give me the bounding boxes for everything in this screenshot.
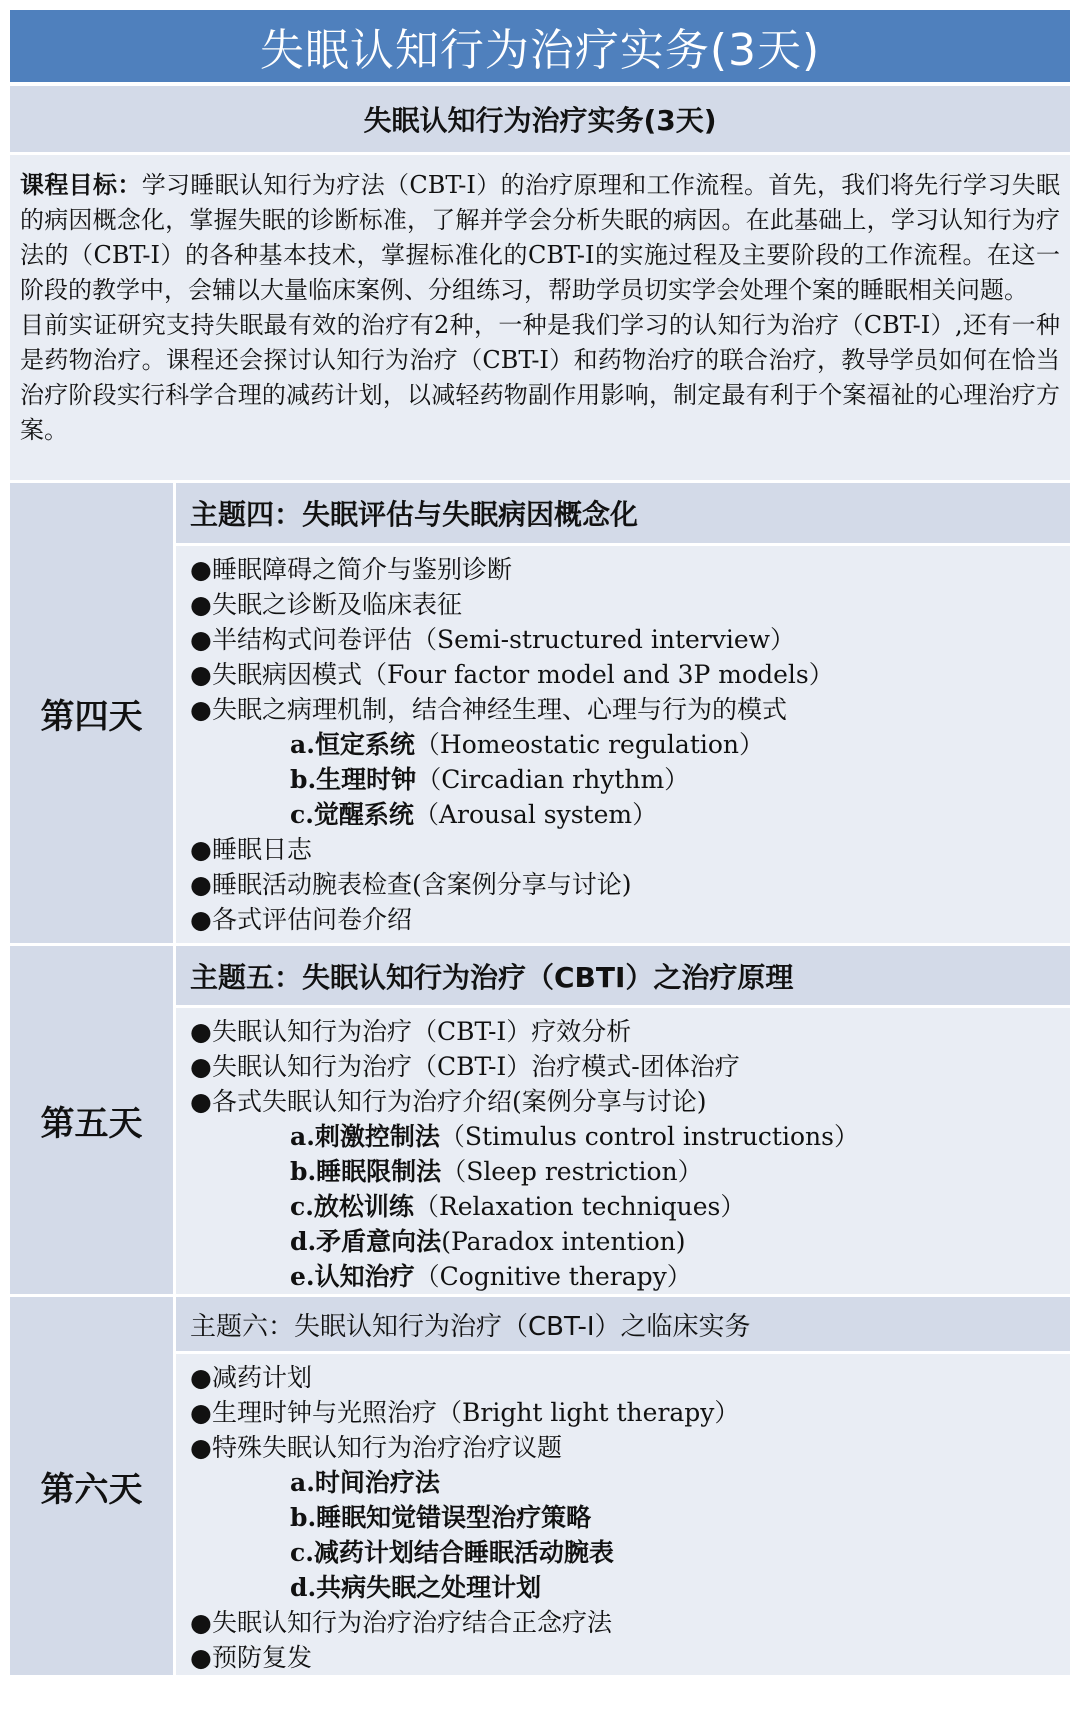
day-label: 第五天 (10, 946, 176, 1294)
item-text: 减药计划 (212, 1363, 313, 1392)
bullet-icon: ● (190, 590, 212, 619)
list-item (190, 902, 1070, 937)
item-text: 各式失眠认知行为治疗介绍(案例分享与讨论) (212, 1087, 707, 1116)
sub-item (190, 727, 1070, 762)
bullet-icon: ● (190, 835, 212, 864)
topic-header: 主题六：失眠认知行为治疗（CBT-I）之临床实务 (176, 1297, 1070, 1354)
sub-item (190, 1119, 1070, 1154)
sub-item (190, 797, 1070, 832)
sub-item (190, 1189, 1070, 1224)
item-text: 预防复发 (212, 1643, 313, 1672)
sub-item (190, 1224, 1070, 1259)
item-text: 生理时钟与光照治疗（Bright light therapy） (212, 1398, 740, 1427)
day-body (176, 483, 1070, 943)
sub-item-key: c.减药计划结合睡眠活动腕表 (290, 1538, 614, 1567)
list-item (190, 552, 1070, 587)
bullet-icon: ● (190, 1363, 212, 1392)
day-label: 第六天 (10, 1297, 176, 1675)
item-text: 睡眠活动腕表检查(含案例分享与讨论) (212, 870, 632, 899)
bullet-icon: ● (190, 1433, 212, 1462)
bullet-icon: ● (190, 1087, 212, 1116)
sub-item-detail: (Paradox intention) (441, 1227, 686, 1256)
list-item (190, 867, 1070, 902)
item-text: 各式评估问卷介绍 (212, 905, 413, 934)
sub-item (190, 1500, 1070, 1535)
topic-list (176, 546, 1070, 943)
bullet-icon: ● (190, 1608, 212, 1637)
sub-item-detail: （Circadian rhythm） (416, 765, 690, 794)
objective-label: 课程目标： (20, 170, 142, 199)
objective-paragraph-1 (20, 167, 1060, 308)
sub-item-detail: （Homeostatic regulation） (414, 730, 765, 759)
sub-item (190, 1535, 1070, 1570)
sub-item-detail: （Sleep restriction） (441, 1157, 703, 1186)
sub-item-key: c.觉醒系统 (290, 800, 414, 829)
bullet-icon: ● (190, 555, 212, 584)
sub-item-key: b.睡眠知觉错误型治疗策略 (290, 1503, 592, 1532)
bullet-icon: ● (190, 1398, 212, 1427)
bullet-icon: ● (190, 1643, 212, 1672)
item-text: 失眠认知行为治疗治疗结合正念疗法 (212, 1608, 613, 1637)
day-section-6 (10, 1297, 1070, 1675)
sub-item (190, 1465, 1070, 1500)
sub-item-key: b.睡眠限制法 (290, 1157, 442, 1186)
item-text: 失眠之病理机制，结合神经生理、心理与行为的模式 (212, 695, 788, 724)
list-item (190, 1049, 1070, 1084)
sub-item (190, 1259, 1070, 1294)
sub-item-key: b.生理时钟 (290, 765, 417, 794)
sub-item-key: a.时间治疗法 (290, 1468, 440, 1497)
course-sheet (10, 10, 1070, 1675)
bullet-icon: ● (190, 905, 212, 934)
sub-item (190, 762, 1070, 797)
bullet-icon: ● (190, 695, 212, 724)
bullet-icon: ● (190, 870, 212, 899)
list-item (190, 832, 1070, 867)
list-item (190, 622, 1070, 657)
bullet-icon: ● (190, 660, 212, 689)
item-text: 睡眠日志 (212, 835, 313, 864)
bullet-icon: ● (190, 1052, 212, 1081)
sub-item-key: d.共病失眠之处理计划 (290, 1573, 542, 1602)
item-text: 失眠认知行为治疗（CBT-I）疗效分析 (212, 1017, 632, 1046)
list-item (190, 1430, 1070, 1465)
topic-list (176, 1354, 1070, 1675)
objective-text-1: 学习睡眠认知行为疗法（CBT-I）的治疗原理和工作流程。首先，我们将先行学习失眠的病因概念化，掌握失眠的诊断标准，了解并学会分析失眠的病因。在此基础上，学习认知行为疗法的（CBT-I）的各种基本技术，掌握标准化的CBT-I的实施过程及主要阶段的工作流程。在这一阶段的教学中，会辅以大量临床案例、分组练习，帮助学员切实学会处理个案的睡眠相关问题。 (20, 171, 1060, 304)
bullet-icon: ● (190, 1017, 212, 1046)
sub-item-key: a.恒定系统 (290, 730, 415, 759)
day-body (176, 946, 1070, 1294)
sub-item (190, 1154, 1070, 1189)
item-text: 特殊失眠认知行为治疗治疗议题 (212, 1433, 563, 1462)
list-item (190, 692, 1070, 727)
day-body (176, 1297, 1070, 1675)
sub-item-key: e.认知治疗 (290, 1262, 415, 1291)
day-section-4 (10, 483, 1070, 946)
sub-item-detail: （Arousal system） (413, 800, 658, 829)
course-objective (10, 155, 1070, 483)
list-item (190, 1014, 1070, 1049)
sub-item-key: d.矛盾意向法 (290, 1227, 442, 1256)
day-section-5 (10, 946, 1070, 1297)
objective-paragraph-2: 目前实证研究支持失眠最有效的治疗有2种，一种是我们学习的认知行为治疗（CBT-I）,还有一种是药物治疗。课程还会探讨认知行为治疗（CBT-I）和药物治疗的联合治疗，教导学员如何在恰当治疗阶段实行科学合理的减药计划，以减轻药物副作用影响，制定最有利于个案福祉的心理治疗方案。 (20, 311, 1060, 444)
list-item (190, 657, 1070, 692)
topic-header: 主题四：失眠评估与失眠病因概念化 (176, 483, 1070, 546)
page-title: 失眠认知行为治疗实务(3天) (10, 10, 1070, 86)
list-item (190, 1084, 1070, 1119)
sub-item-detail: （Cognitive therapy） (414, 1262, 692, 1291)
item-text: 失眠病因模式（Four factor model and 3P models） (212, 660, 834, 689)
bullet-icon: ● (190, 625, 212, 654)
day-label: 第四天 (10, 483, 176, 943)
item-text: 失眠认知行为治疗（CBT-I）治疗模式-团体治疗 (212, 1052, 740, 1081)
item-text: 失眠之诊断及临床表征 (212, 590, 463, 619)
list-item (190, 1640, 1070, 1675)
item-text: 睡眠障碍之简介与鉴别诊断 (212, 555, 513, 584)
sub-item-detail: （Stimulus control instructions） (439, 1122, 859, 1151)
course-subtitle: 失眠认知行为治疗实务(3天) (10, 86, 1070, 155)
list-item (190, 587, 1070, 622)
list-item (190, 1360, 1070, 1395)
list-item (190, 1395, 1070, 1430)
topic-list (176, 1008, 1070, 1294)
list-item (190, 1605, 1070, 1640)
sub-item-key: c.放松训练 (290, 1192, 414, 1221)
sub-item (190, 1570, 1070, 1605)
sub-item-key: a.刺激控制法 (290, 1122, 440, 1151)
sub-item-detail: （Relaxation techniques） (413, 1192, 746, 1221)
item-text: 半结构式问卷评估（Semi-structured interview） (212, 625, 796, 654)
topic-header: 主题五：失眠认知行为治疗（CBTI）之治疗原理 (176, 946, 1070, 1008)
